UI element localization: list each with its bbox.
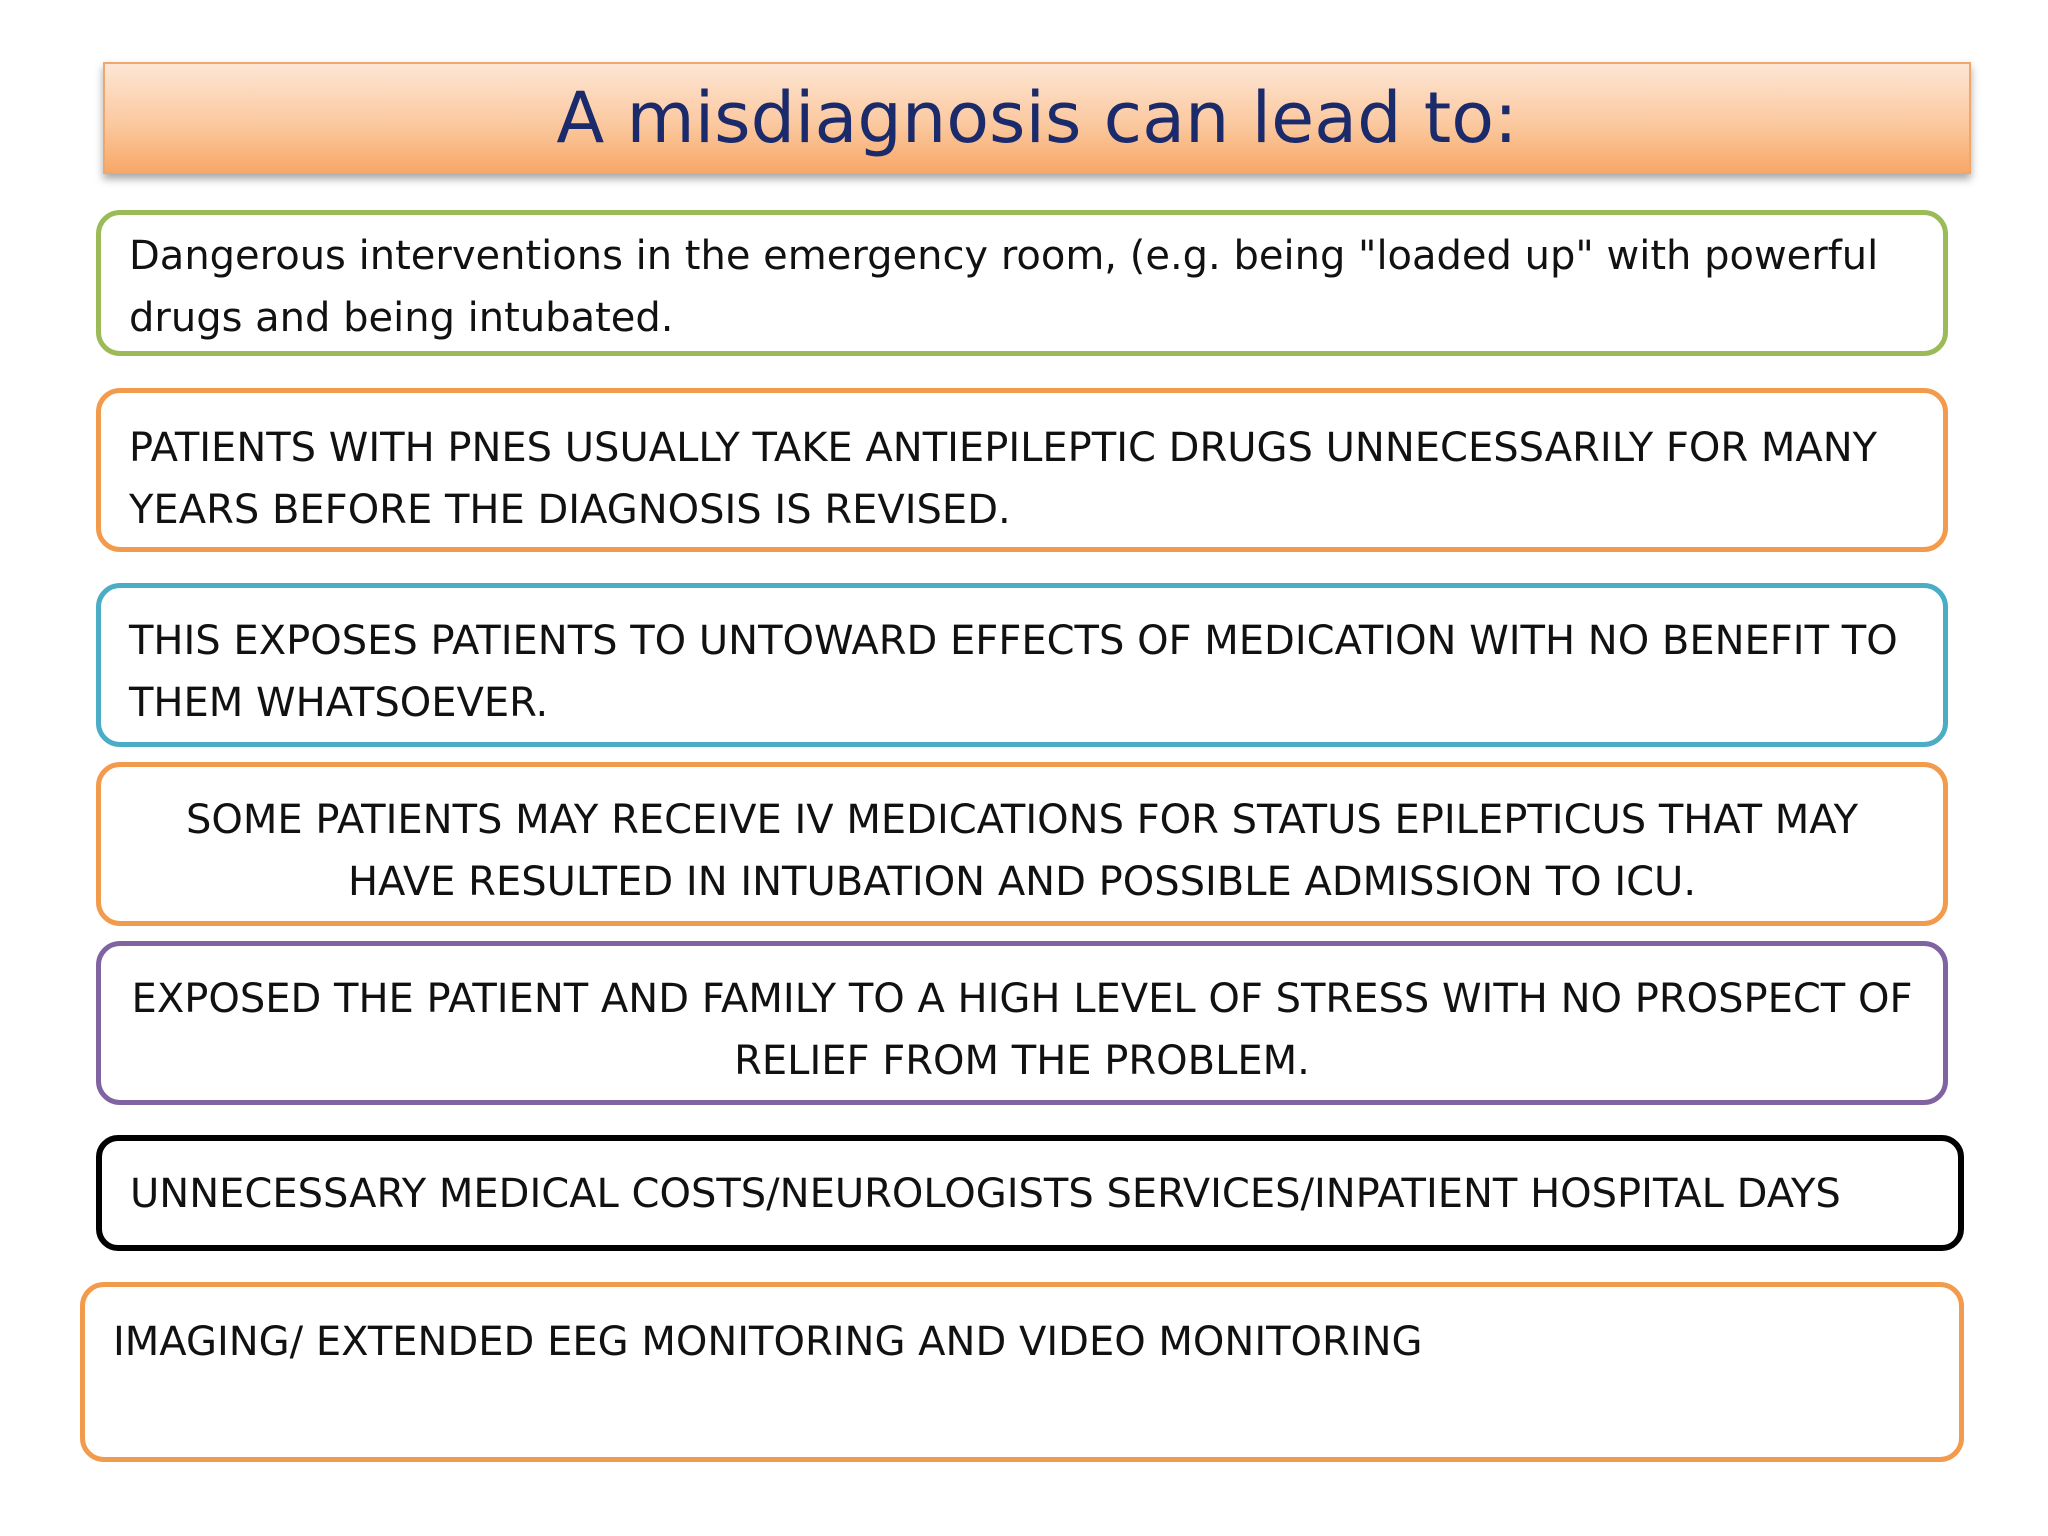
bullet-box-antiepileptic-drugs (96, 388, 1948, 552)
title-banner (103, 62, 1971, 174)
bullet-box-imaging-monitoring (80, 1282, 1964, 1462)
bullet-text: IMAGING/ EXTENDED EEG MONITORING AND VIDEO MONITORING (113, 1319, 1423, 1365)
bullet-text: SOME PATIENTS MAY RECEIVE IV MEDICATIONS FOR STATUS EPILEPTICUS THAT MAY HAVE RESULTED IN INTUBATION AND POSSIBLE ADMISSION TO ICU. (185, 797, 1858, 905)
bullet-box-stress (96, 941, 1948, 1105)
bullet-box-untoward-effects (96, 583, 1948, 747)
bullet-box-dangerous-interventions (96, 210, 1948, 356)
bullet-text: EXPOSED THE PATIENT AND FAMILY TO A HIGH LEVEL OF STRESS WITH NO PROSPECT OF RELIEF FROM THE PROBLEM. (131, 976, 1913, 1084)
bullet-box-iv-medications (96, 762, 1948, 926)
bullet-box-medical-costs (96, 1135, 1964, 1251)
bullet-text: PATIENTS WITH PNES USUALLY TAKE ANTIEPILEPTIC DRUGS UNNECESSARILY FOR MANY YEARS BEFORE THE DIAGNOSIS IS REVISED. (129, 425, 1878, 533)
bullet-text: THIS EXPOSES PATIENTS TO UNTOWARD EFFECTS OF MEDICATION WITH NO BENEFIT TO THEM WHATSOEVER. (129, 618, 1898, 726)
bullet-text: Dangerous interventions in the emergency room, (e.g. being "loaded up" with powerful drugs and being intubated. (129, 233, 1879, 341)
slide-title: A misdiagnosis can lead to: (556, 77, 1518, 159)
bullet-text: UNNECESSARY MEDICAL COSTS/NEUROLOGISTS SERVICES/INPATIENT HOSPITAL DAYS (130, 1171, 1841, 1217)
